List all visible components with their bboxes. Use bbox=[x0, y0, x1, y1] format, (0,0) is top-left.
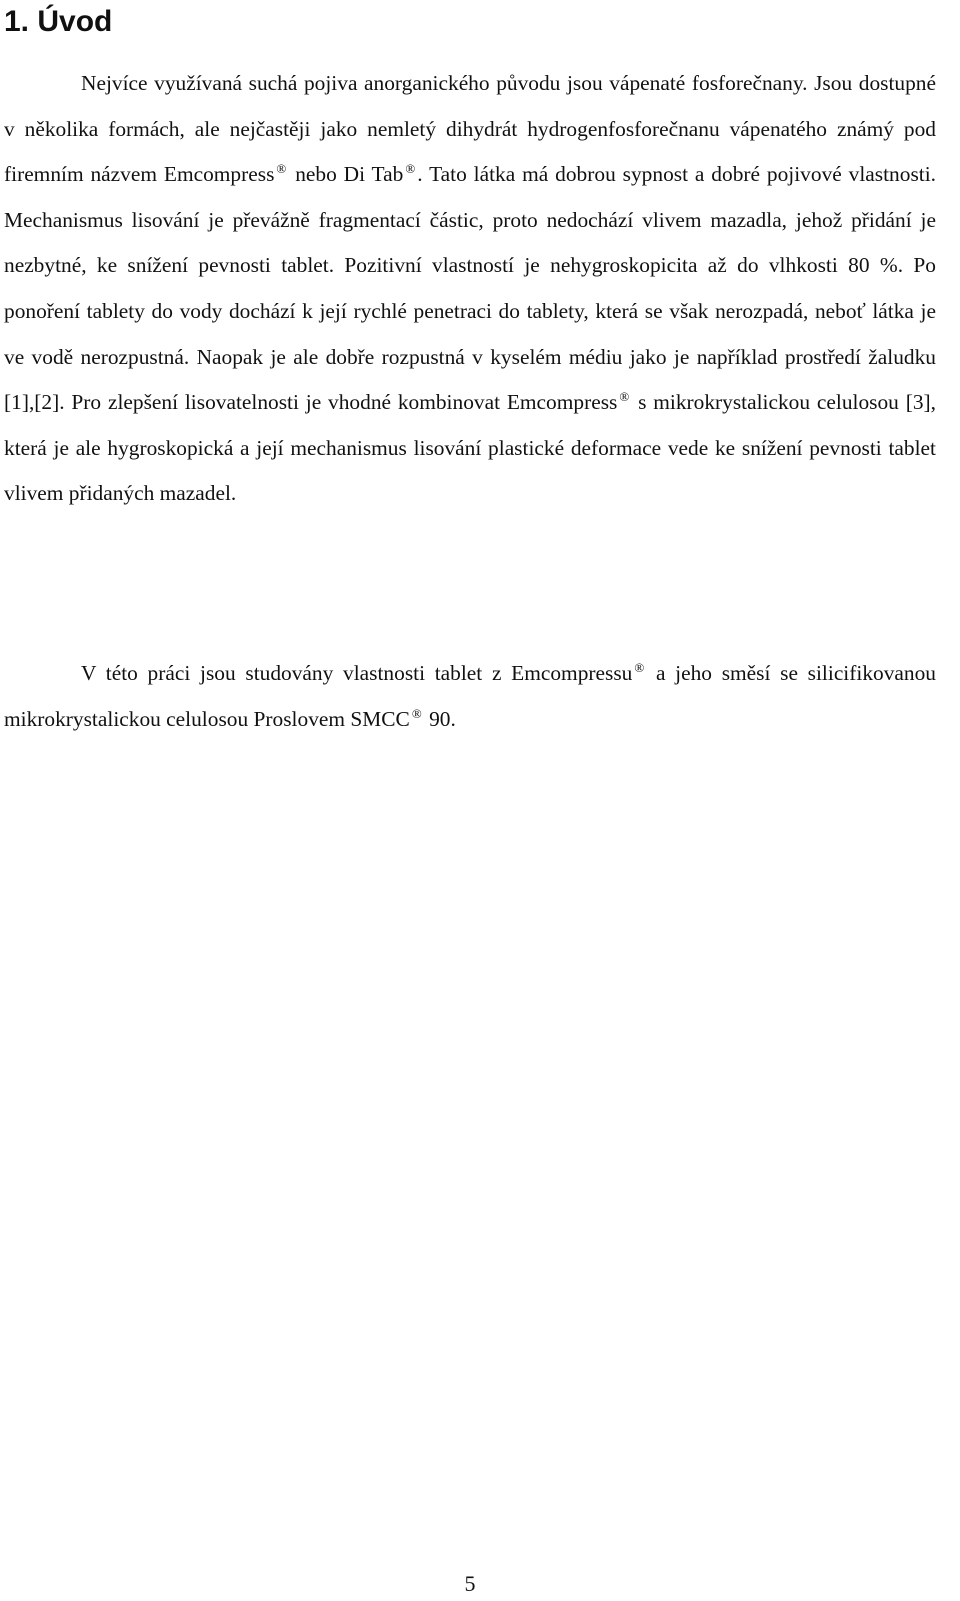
registered-mark: ® bbox=[405, 161, 416, 177]
paragraph-intro bbox=[4, 61, 936, 517]
page-number: 5 bbox=[464, 1571, 476, 1596]
text-span: nebo Di Tab bbox=[288, 162, 404, 187]
text-span: Nejvíce využívaná suchá pojiva anorganického původu jsou vápenaté fosforečnany. Jsou dostupné v několika formách, ale nejčastěji jako nemletý dihydrát hydrogenfosforečnanu vápenatého známý pod firemním názvem Emcompress bbox=[4, 71, 936, 187]
text-span: 90. bbox=[423, 706, 456, 731]
section-heading: 1. Úvod bbox=[4, 5, 113, 38]
registered-mark: ® bbox=[634, 660, 645, 675]
registered-mark: ® bbox=[276, 161, 287, 177]
text-span: s mikrokrystalickou celulosou [3], která je ale hygroskopická a její mechanismus lisování plastické deformace vede ke snížení pevnosti tablet vlivem přidaných mazadel. bbox=[4, 390, 936, 506]
text-span: V této práci jsou studovány vlastnosti tablet z Emcompressu bbox=[81, 661, 633, 685]
text-span: . Tato látka má dobrou sypnost a dobré pojivové vlastnosti. Mechanismus lisování je převážně fragmentací částic, proto nedochází vlivem mazadla, jehož přidání je nezbytné, ke snížení pevnosti tablet. Pozitivní vlastností je nehygroskopicita až do vlhkosti 80 %. Po ponoření tablety do vody dochází k její rychlé penetraci do tablety, která se však nerozpadá, neboť látka je ve vodě nerozpustná. Naopak je ale dobře rozpustná v kyselém médiu jako je například prostředí žaludku [1],[2]. Pro zlepšení lisovatelnosti je vhodné kombinovat Emcompress bbox=[4, 162, 937, 415]
paragraph-aim bbox=[4, 651, 936, 742]
text-span: a jeho směsí se silicifikovanou mikrokrystalickou celulosou Proslovem SMCC bbox=[4, 661, 936, 731]
registered-mark: ® bbox=[619, 389, 630, 405]
registered-mark: ® bbox=[411, 705, 422, 721]
